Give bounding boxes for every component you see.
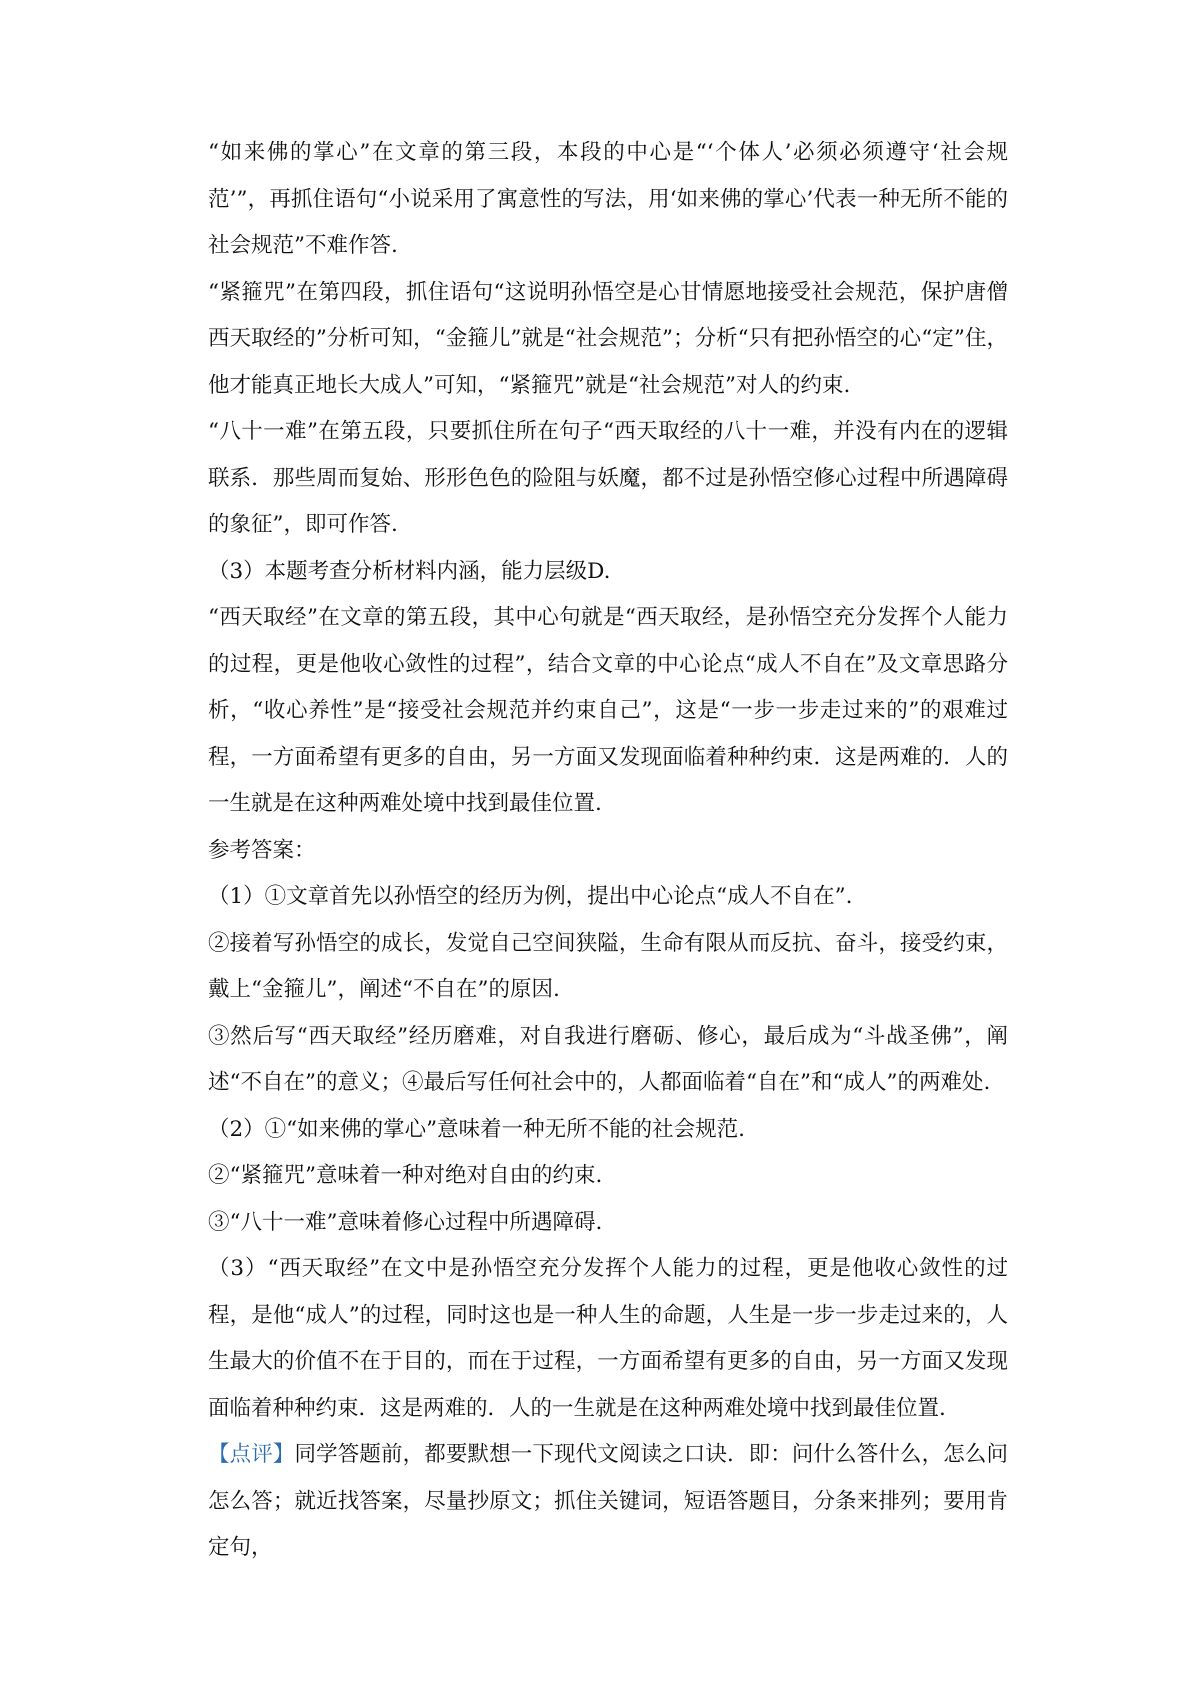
paragraph-analysis-headband: “紧箍咒”在第四段，抓住语句“这说明孙悟空是心甘情愿地接受社会规范，保护唐僧西天取经的”分析可知，“金箍儿”就是“社会规范”；分析“只有把孙悟空的心“定”住，他才能真正地长大成人”可知，“紧箍咒”就是“社会规范”对人的约束. (208, 279, 1008, 398)
comment-text: 同学答题前，都要默想一下现代文阅读之口诀．即：问什么答什么，怎么问怎么答；就近找答案，尽量抄原文；抓住关键词，短语答题目，分条来排列；要用肯定句， (208, 1442, 1008, 1560)
comment-label: 【点评】 (208, 1442, 295, 1467)
comment-paragraph (208, 1432, 1008, 1572)
paragraph-q3-intro: （3）本题考查分析材料内涵，能力层级D. (208, 558, 611, 584)
answer-2-part-2: ②“紧箍咒”意味着一种对绝对自由的约束. (208, 1163, 603, 1188)
answer-1-part-2: ②接着写孙悟空的成长，发觉自己空间狭隘，生命有限从而反抗、奋斗，接受约束，戴上“金箍儿”，阐述“不自在”的原因. (208, 930, 1008, 1002)
document-body (208, 130, 1008, 1572)
paragraph-analysis-palm: “如来佛的掌心”在文章的第三段，本段的中心是“‘个体人’必须必须遵守‘社会规范’”，再抓住语句“小说采用了寓意性的写法，用‘如来佛的掌心’代表一种无所不能的社会规范”不难作答. (208, 140, 1008, 258)
paragraph-analysis-81-trials: “八十一难”在第五段，只要抓住所在句子“西天取经的八十一难，并没有内在的逻辑联系．那些周而复始、形形色色的险阻与妖魔，都不过是孙悟空修心过程中所遇障碍的象征”，即可作答. (208, 419, 1008, 537)
answer-1-part-3: ③然后写“西天取经”经历磨难，对自我进行磨砺、修心，最后成为“斗战圣佛”，阐述“不自在”的意义；④最后写任何社会中的，人都面临着“自在”和“成人”的两难处. (208, 1023, 1008, 1095)
answer-3: （3）“西天取经”在文中是孙悟空充分发挥个人能力的过程，更是他收心敛性的过程，是他“成人”的过程，同时这也是一种人生的命题，人生是一步一步走过来的，人生最大的价值不在于目的，而在于过程，一方面希望有更多的自由，另一方面又发现面临着种种约束．这是两难的．人的一生就是在这种两难处境中找到最佳位置. (208, 1256, 1008, 1421)
reference-answer-heading: 参考答案： (208, 837, 316, 863)
answer-2-part-3: ③“八十一难”意味着修心过程中所遇障碍. (208, 1209, 603, 1235)
answer-1-part-1: （1）①文章首先以孙悟空的经历为例，提出中心论点“成人不自在”. (208, 884, 853, 909)
answer-2-part-1: （2）①“如来佛的掌心”意味着一种无所不能的社会规范. (208, 1116, 745, 1142)
paragraph-analysis-journey-west: “西天取经”在文章的第五段，其中心句就是“西天取经，是孙悟空充分发挥个人能力的过程，更是他收心敛性的过程”，结合文章的中心论点“成人不自在”及文章思路分析，“收心养性”是“接受社会规范并约束自己”，这是“一步一步走过来的”的艰难过程，一方面希望有更多的自由，另一方面又发现面临着种种约束．这是两难的．人的一生就是在这种两难处境中找到最佳位置. (208, 605, 1008, 816)
